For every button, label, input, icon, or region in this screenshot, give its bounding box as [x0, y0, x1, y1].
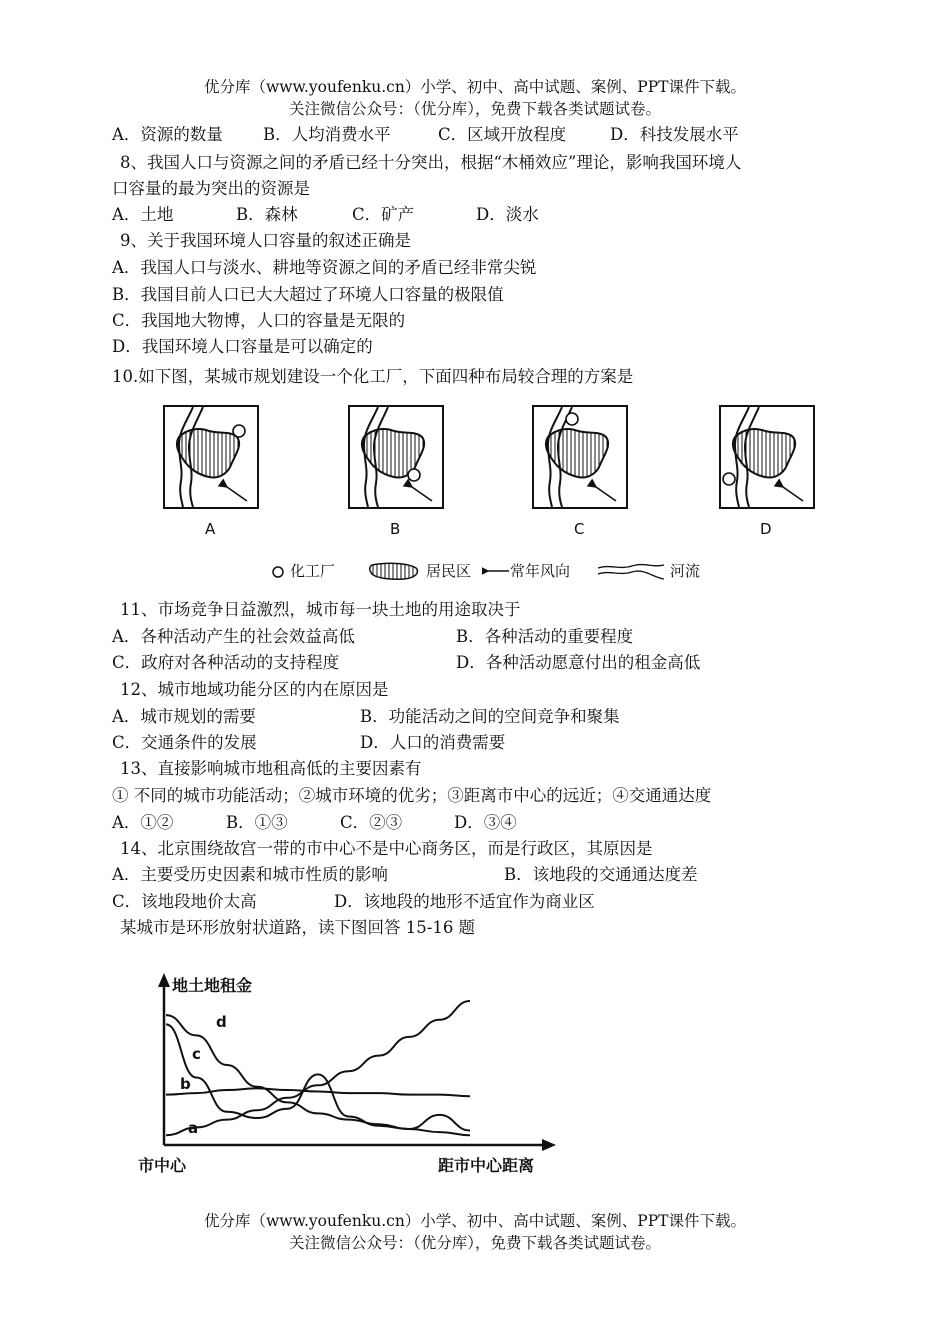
q7-option-a: A．资源的数量 — [112, 125, 223, 144]
q7-option-d: D．科技发展水平 — [610, 125, 739, 144]
q13-option-a: A．①② — [112, 813, 174, 832]
q8-option-d: D．淡水 — [476, 205, 539, 224]
q14-option-a: A．主要受历史因素和城市性质的影响 — [112, 865, 388, 884]
q8-stem-2: 口容量的最为突出的资源是 — [112, 179, 310, 198]
series-line-a — [166, 1001, 470, 1135]
q11-option-a: A．各种活动产生的社会效益高低 — [112, 627, 355, 646]
legend-factory: 化工厂 — [290, 562, 336, 580]
q12-option-b: B．功能活动之间的空间竞争和聚集 — [360, 707, 620, 726]
residential-legend-icon — [368, 560, 420, 582]
y-axis-arrow — [158, 973, 170, 987]
q14-stem: 14、北京围绕故宫一带的市中心不是中心商务区，而是行政区，其原因是 — [120, 839, 653, 858]
q8-option-b: B．森林 — [236, 205, 298, 224]
q8-stem-1: 8、我国人口与资源之间的矛盾已经十分突出，根据“木桶效应”理论，影响我国环境人 — [120, 153, 742, 172]
wind-arrow-legend-icon — [482, 560, 510, 582]
intro-15-16: 某城市是环形放射状道路，读下图回答 15-16 题 — [120, 918, 476, 937]
q11-option-c: C．政府对各种活动的支持程度 — [112, 653, 340, 672]
q9-option-b: B．我国目前人口已大大超过了环境人口容量的极限值 — [112, 285, 504, 304]
q14-option-d: D．该地段的地形不适宜作为商业区 — [334, 892, 595, 911]
q7-option-b: B．人均消费水平 — [263, 125, 391, 144]
legend-residential: 居民区 — [426, 562, 472, 580]
q14-option-c: C．该地段地价太高 — [112, 892, 257, 911]
q10-stem: 10.如下图，某城市规划建设一个化工厂，下面四种布局较合理的方案是 — [112, 367, 634, 386]
q11-option-d: D．各种活动愿意付出的租金高低 — [456, 653, 701, 672]
q8-option-a: A．土地 — [112, 205, 174, 224]
q13-option-d: D．③④ — [454, 813, 517, 832]
q9-option-d: D．我国环境人口容量是可以确定的 — [112, 337, 373, 356]
q7-option-c: C．区域开放程度 — [438, 125, 567, 144]
q11-stem: 11、市场竞争日益激烈，城市每一块土地的用途取决于 — [120, 600, 521, 619]
q13-option-c: C．②③ — [340, 813, 403, 832]
q12-option-d: D．人口的消费需要 — [360, 733, 506, 752]
q12-option-a: A．城市规划的需要 — [112, 707, 256, 726]
footer-line-2: 关注微信公众号：（优分库），免费下载各类试题试卷。 — [288, 1234, 661, 1252]
x-axis-label: 距市中心距离 — [438, 1156, 535, 1175]
q13-option-b: B．①③ — [226, 813, 288, 832]
series-label-a: a — [188, 1119, 199, 1137]
layout-map-c — [532, 405, 628, 509]
q9-option-c: C．我国地大物博，人口的容量是无限的 — [112, 311, 406, 330]
legend-river: 河流 — [670, 562, 701, 580]
header-line-1: 优分库（www.youfenku.cn）小学、初中、高中试题、案例、PPT课件下载。 — [203, 78, 747, 96]
factory-legend-icon — [270, 560, 286, 582]
x-axis-arrow — [542, 1139, 556, 1151]
header-line-2: 关注微信公众号：（优分库），免费下载各类试题试卷。 — [288, 100, 661, 118]
q12-option-c: C．交通条件的发展 — [112, 733, 257, 752]
q8-option-c: C．矿产 — [352, 205, 415, 224]
map-label-c: C — [574, 520, 585, 538]
series-line-c — [166, 1024, 470, 1130]
land-rent-chart — [130, 965, 570, 1180]
q13-stem: 13、直接影响城市地租高低的主要因素有 — [120, 759, 422, 778]
q9-stem: 9、关于我国环境人口容量的叙述正确是 — [120, 231, 411, 250]
q12-stem: 12、城市地域功能分区的内在原因是 — [120, 680, 389, 699]
footer-line-1: 优分库（www.youfenku.cn）小学、初中、高中试题、案例、PPT课件下载。 — [203, 1212, 747, 1230]
legend-wind: 常年风向 — [510, 562, 571, 580]
q14-option-b: B．该地段的交通通达度差 — [504, 865, 698, 884]
x-origin-label: 市中心 — [138, 1156, 187, 1175]
series-label-b: b — [180, 1075, 191, 1093]
q13-factors: ① 不同的城市功能活动；②城市环境的优劣；③距离市中心的远近；④交通通达度 — [112, 786, 712, 805]
series-label-d: d — [216, 1013, 227, 1031]
river-legend-icon — [596, 560, 666, 582]
map-legend — [270, 560, 720, 582]
layout-map-d — [719, 405, 815, 509]
q9-option-a: A．我国人口与淡水、耕地等资源之间的矛盾已经非常尖锐 — [112, 258, 537, 277]
layout-map-b — [348, 405, 444, 509]
q11-option-b: B．各种活动的重要程度 — [456, 627, 634, 646]
map-label-a: A — [205, 520, 216, 538]
layout-map-a — [163, 405, 259, 509]
y-axis-label: 地土地租金 — [172, 976, 253, 995]
map-label-d: D — [760, 520, 772, 538]
map-label-b: B — [390, 520, 401, 538]
series-label-c: c — [192, 1045, 201, 1063]
